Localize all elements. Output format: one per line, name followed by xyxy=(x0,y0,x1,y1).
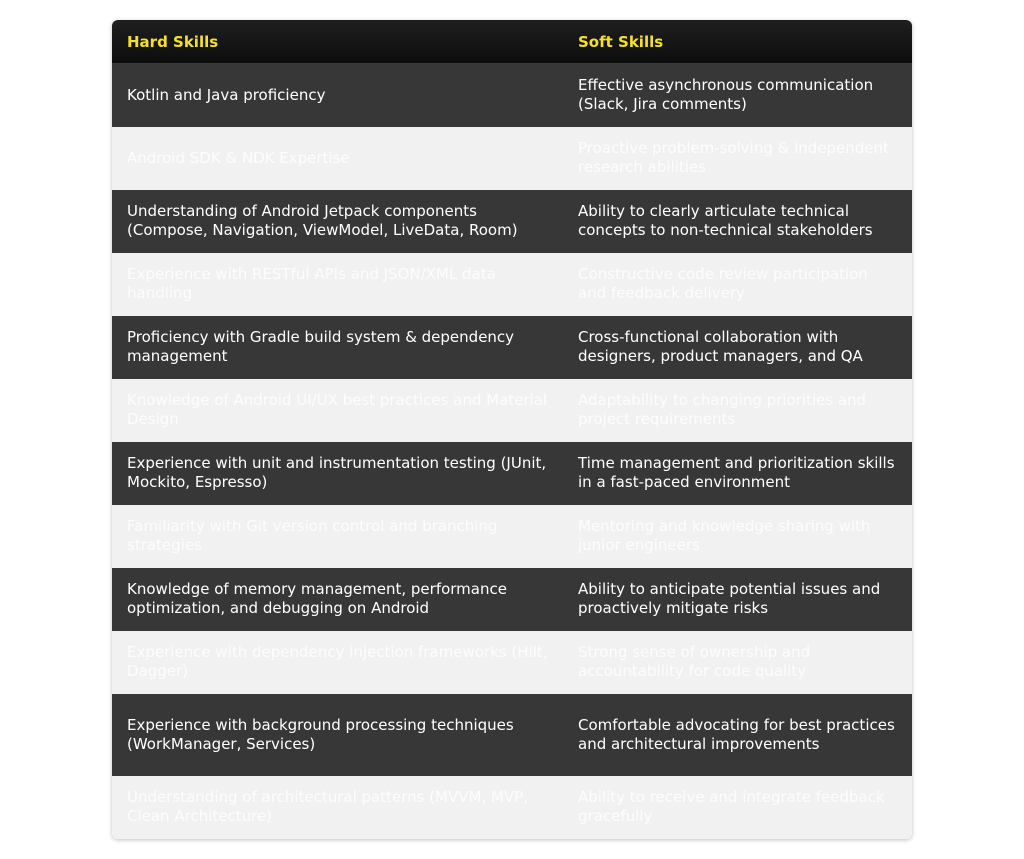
table-row xyxy=(112,190,912,253)
table-row xyxy=(112,694,912,776)
hard-skill-cell: Knowledge of memory management, performance optimization, and debugging on Android xyxy=(112,568,563,631)
soft-skill-cell: Mentoring and knowledge sharing with junior engineers xyxy=(563,505,912,568)
soft-skill-cell: Proactive problem-solving & independent research abilities xyxy=(563,127,912,190)
hard-skill-cell: Experience with RESTful APIs and JSON/XML data handling xyxy=(112,253,563,316)
hard-skill-cell: Understanding of architectural patterns (MVVM, MVP, Clean Architecture) xyxy=(112,776,563,839)
table-row xyxy=(112,253,912,316)
soft-skill-cell: Time management and prioritization skills in a fast-paced environment xyxy=(563,442,912,505)
hard-skill-cell: Experience with dependency injection frameworks (Hilt, Dagger) xyxy=(112,631,563,694)
header-hard-skills: Hard Skills xyxy=(112,20,563,64)
hard-skill-cell: Experience with unit and instrumentation testing (JUnit, Mockito, Espresso) xyxy=(112,442,563,505)
table-row xyxy=(112,316,912,379)
soft-skill-cell: Adaptability to changing priorities and project requirements xyxy=(563,379,912,442)
soft-skill-cell: Strong sense of ownership and accountability for code quality xyxy=(563,631,912,694)
table-row xyxy=(112,631,912,694)
table-row xyxy=(112,568,912,631)
soft-skill-cell: Ability to anticipate potential issues and proactively mitigate risks xyxy=(563,568,912,631)
table-row xyxy=(112,127,912,190)
skills-table-container xyxy=(112,20,912,839)
soft-skill-cell: Ability to receive and integrate feedback gracefully xyxy=(563,776,912,839)
hard-skill-cell: Proficiency with Gradle build system & dependency management xyxy=(112,316,563,379)
hard-skill-cell: Kotlin and Java proficiency xyxy=(112,64,563,127)
table-row xyxy=(112,505,912,568)
table-row xyxy=(112,776,912,839)
table-header-row xyxy=(112,20,912,64)
hard-skill-cell: Understanding of Android Jetpack components (Compose, Navigation, ViewModel, LiveData, Room) xyxy=(112,190,563,253)
hard-skill-cell: Knowledge of Android UI/UX best practices and Material Design xyxy=(112,379,563,442)
table-row xyxy=(112,379,912,442)
table-row xyxy=(112,442,912,505)
soft-skill-cell: Ability to clearly articulate technical concepts to non-technical stakeholders xyxy=(563,190,912,253)
skills-table xyxy=(112,20,912,839)
hard-skill-cell: Familiarity with Git version control and branching strategies xyxy=(112,505,563,568)
header-soft-skills: Soft Skills xyxy=(563,20,912,64)
hard-skill-cell: Experience with background processing techniques (WorkManager, Services) xyxy=(112,694,563,776)
table-row xyxy=(112,64,912,127)
hard-skill-cell: Android SDK & NDK Expertise xyxy=(112,127,563,190)
soft-skill-cell: Effective asynchronous communication (Slack, Jira comments) xyxy=(563,64,912,127)
soft-skill-cell: Comfortable advocating for best practices and architectural improvements xyxy=(563,694,912,776)
soft-skill-cell: Cross-functional collaboration with designers, product managers, and QA xyxy=(563,316,912,379)
soft-skill-cell: Constructive code review participation and feedback delivery xyxy=(563,253,912,316)
